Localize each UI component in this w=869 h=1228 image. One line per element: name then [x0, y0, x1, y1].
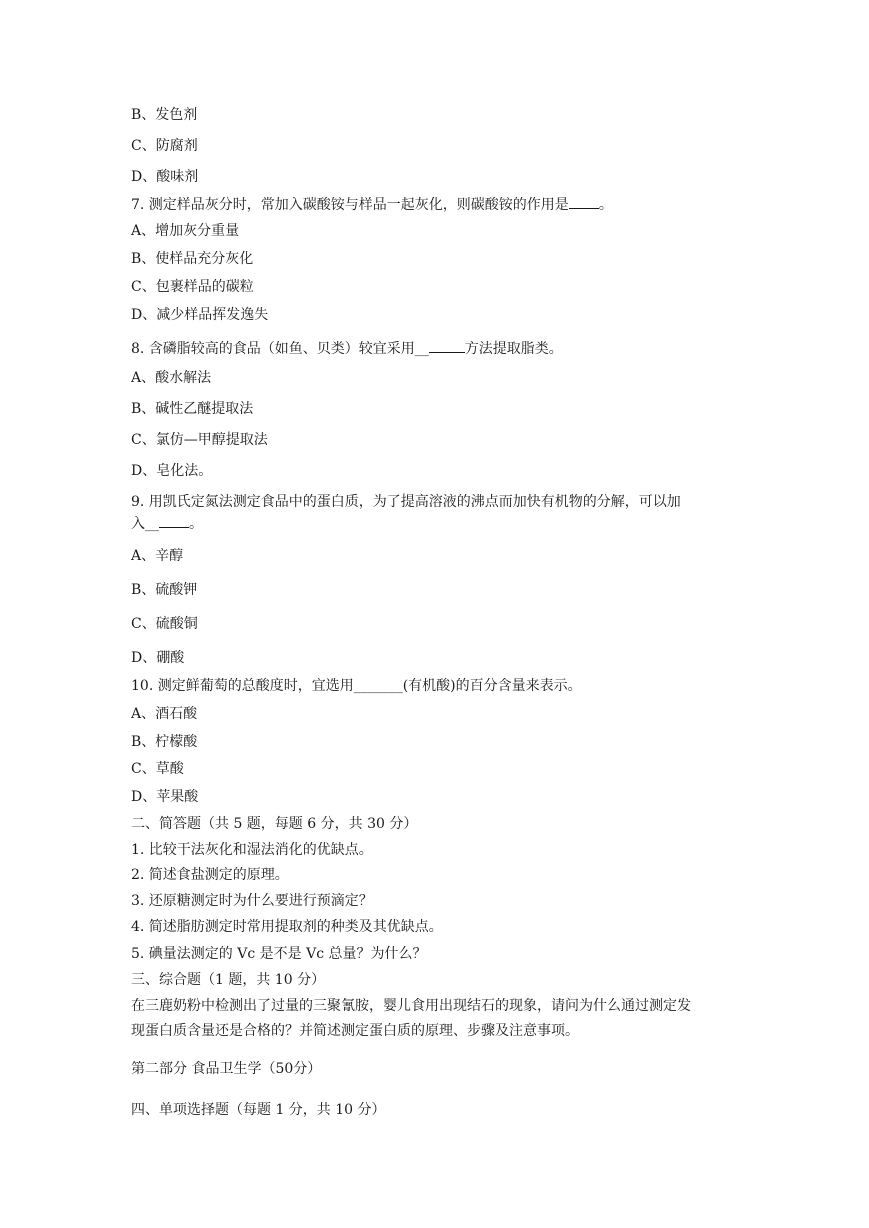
- question-7-text: 7. 测定样品灰分时，常加入碳酸铵与样品一起灰化，则碳酸铵的作用是: [131, 197, 569, 213]
- part-2-heading: 第二部分 食品卫生学（50分）: [131, 1061, 322, 1077]
- q9-option-a: A、辛醇: [131, 548, 184, 564]
- q10-option-a: A、酒石酸: [131, 706, 198, 722]
- short-answer-5: 5. 碘量法测定的 Vc 是不是 Vc 总量？为什么？: [131, 946, 427, 962]
- question-9-text: 入__: [131, 516, 159, 532]
- q7-option-d: D、减少样品挥发逸失: [131, 307, 269, 323]
- q9-option-c: C、硫酸铜: [131, 616, 198, 632]
- section-3-heading: 三、综合题（1 题，共 10 分）: [131, 972, 326, 988]
- question-9-line-2: [131, 513, 203, 534]
- answer-blank: [569, 194, 599, 209]
- q7-option-a: A、增加灰分重量: [131, 223, 240, 239]
- answer-blank: [429, 338, 465, 353]
- comprehensive-question-line-1: 在三鹿奶粉中检测出了过量的三聚氰胺，婴儿食用出现结石的现象，请问为什么通过测定发: [131, 998, 691, 1014]
- short-answer-4: 4. 简述脂肪测定时常用提取剂的种类及其优缺点。: [131, 919, 443, 935]
- q8-option-a: A、酸水解法: [131, 370, 212, 386]
- question-9-line-1: 9. 用凯氏定氮法测定食品中的蛋白质，为了提高溶液的沸点而加快有机物的分解，可以加: [131, 494, 681, 510]
- q8-option-d: D、皂化法。: [131, 463, 213, 479]
- short-answer-2: 2. 简述食盐测定的原理。: [131, 867, 289, 883]
- q10-option-c: C、草酸: [131, 761, 184, 777]
- answer-blank: [159, 513, 189, 528]
- q7-option-c: C、包裹样品的碳粒: [131, 279, 254, 295]
- option-d-acidulant: D、酸味剂: [131, 169, 199, 185]
- section-4-heading: 四、单项选择题（每题 1 分，共 10 分）: [131, 1102, 386, 1118]
- option-b-colorant: B、发色剂: [131, 107, 198, 123]
- comprehensive-question-line-2: 现蛋白质含量还是合格的？并简述测定蛋白质的原理、步骤及注意事项。: [131, 1023, 579, 1039]
- option-c-preservative: C、防腐剂: [131, 138, 198, 154]
- q8-option-c: C、氯仿—甲醇提取法: [131, 432, 268, 448]
- q9-option-b: B、硫酸钾: [131, 582, 198, 598]
- q10-option-b: B、柠檬酸: [131, 734, 198, 750]
- question-8-end: 方法提取脂类。: [464, 341, 563, 357]
- question-8-text: 8. 含磷脂较高的食品（如鱼、贝类）较宜采用__: [131, 341, 429, 357]
- short-answer-1: 1. 比较干法灰化和湿法消化的优缺点。: [131, 842, 373, 858]
- question-9-end: 。: [189, 516, 203, 532]
- q10-option-d: D、苹果酸: [131, 789, 199, 805]
- short-answer-3: 3. 还原糖测定时为什么要进行预滴定？: [131, 893, 373, 909]
- question-7: [131, 194, 613, 215]
- section-2-heading: 二、简答题（共 5 题，每题 6 分，共 30 分）: [131, 816, 418, 832]
- question-7-end: 。: [598, 197, 613, 213]
- q8-option-b: B、碱性乙醚提取法: [131, 401, 254, 417]
- question-10: 10. 测定鲜葡萄的总酸度时，宜选用_______(有机酸)的百分含量来表示。: [131, 678, 582, 694]
- question-8: [131, 338, 563, 359]
- q9-option-d: D、硼酸: [131, 650, 185, 666]
- q7-option-b: B、使样品充分灰化: [131, 251, 254, 267]
